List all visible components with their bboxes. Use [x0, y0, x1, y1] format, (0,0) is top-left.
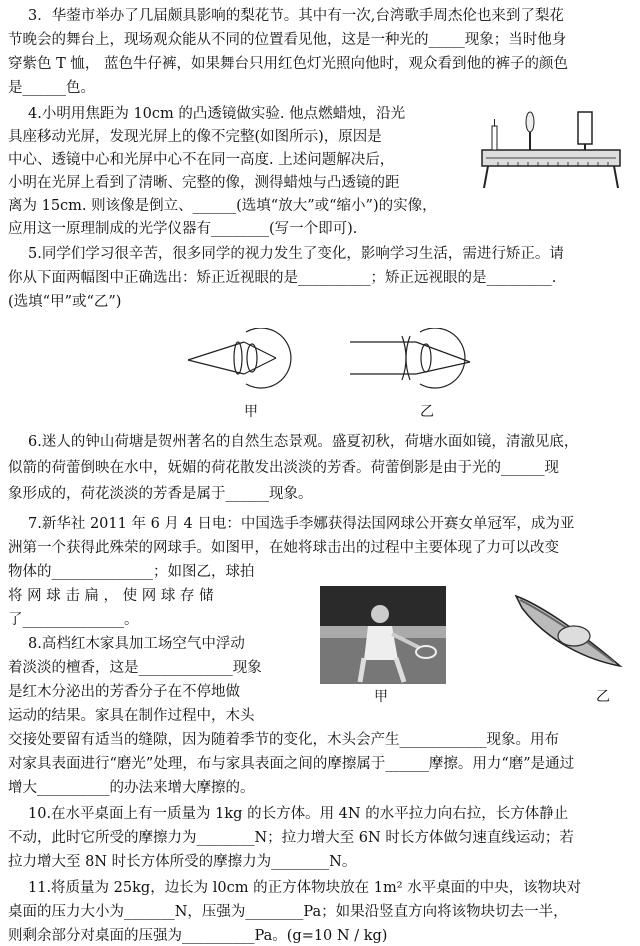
- text-line: 节晚会的舞台上，现场观众能从不同的位置看见他，这是一种光的_____现象；当时他身: [8, 32, 567, 48]
- text-line: 4.小明用焦距为 10cm 的凸透镜做实验. 他点燃蜡烛，沿光: [28, 106, 406, 122]
- text-line: 则剩余部分对桌面的压强为__________Pa。(g=10 N / kg): [8, 928, 388, 944]
- text-line: 3．华蓥市举办了几届颇具影响的梨花节。其中有一次,台湾歌手周杰伦也来到了梨花: [28, 8, 564, 24]
- flattened-ball-figure: [508, 590, 628, 672]
- text-line: 中心、透镜中心和光屏中心不在同一高度. 上述问题解决后，: [8, 152, 395, 168]
- text-line: 应用这一原理制成的光学仪器有________(写一个即可).: [8, 221, 358, 237]
- text-line: 8.高档红木家具加工场空气中浮动: [28, 636, 245, 652]
- optical-bench-figure: [478, 104, 624, 196]
- text-line: 你从下面两幅图中正确选出：矫正近视眼的是__________；矫正远视眼的是_________.: [8, 270, 557, 286]
- text-line: 不动，此时它所受的摩擦力为________N；拉力增大至 6N 时长方体做匀速直线运动；若: [8, 830, 574, 846]
- text-line: 了______________。: [8, 612, 139, 628]
- text-line: 交接处要留有适当的缝隙，因为随着季节的变化，木头会产生____________现象。用布: [8, 732, 559, 748]
- text-line: 7.新华社 2011 年 6 月 4 日电：中国选手李娜获得法国网球公开赛女单冠军，成为亚: [28, 516, 575, 532]
- text-line: 对家具表面进行“磨光”处理，布与家具表面之间的摩擦属于______摩擦。用力“磨”是通过: [8, 756, 575, 772]
- text-line: (选填“甲”或“乙”): [8, 294, 122, 310]
- text-line: 11.将质量为 25kg，边长为 l0cm 的正方体物块放在 1m² 水平桌面的中央，该物块对: [28, 880, 582, 896]
- text-line: 物体的______________；如图乙，球拍: [8, 564, 255, 580]
- eye-caption-b: 乙: [420, 404, 434, 420]
- text-line: 将 网 球 击 扁 ， 使 网 球 存 储: [8, 588, 214, 604]
- text-line: 5.同学们学习很辛苦，很多同学的视力发生了变化，影响学习生活，需进行矫正。请: [28, 246, 564, 262]
- text-line: 具座移动光屏，发现光屏上的像不完整(如图所示)，原因是: [8, 129, 382, 145]
- text-line: 桌面的压力大小为_______N，压强为________Pa；如果沿竖直方向将该物块切去一半，: [8, 904, 568, 920]
- text-line: 是红木分泌出的芳香分子在不停地做: [8, 684, 240, 700]
- tennis-caption-b: 乙: [596, 689, 610, 705]
- text-line: 似箭的荷蕾倒映在水中，妩媚的荷花散发出淡淡的芳香。荷蕾倒影是由于光的______现: [8, 460, 559, 476]
- eye-diagram-a: [188, 328, 291, 388]
- eye-caption-a: 甲: [244, 404, 258, 420]
- text-line: 离为 15cm. 则该像是倒立、______(选填“放大”或“缩小”)的实像，: [8, 198, 437, 214]
- text-line: 是______色。: [8, 80, 95, 96]
- eye-diagram-b: [350, 328, 470, 388]
- text-line: 增大__________的办法来增大摩擦的。: [8, 780, 255, 796]
- text-line: 6.迷人的钟山荷塘是贺州著名的自然生态景观。盛夏初秋，荷塘水面如镜，清澈见底，: [28, 434, 579, 450]
- text-line: 拉力增大至 8N 时长方体所受的摩擦力为________N。: [8, 854, 357, 870]
- text-line: 象形成的，荷花淡淡的芳香是属于______现象。: [8, 486, 313, 502]
- eye-correction-figure: [180, 328, 480, 398]
- text-line: 着淡淡的檀香，这是_____________现象: [8, 660, 262, 676]
- text-line: 运动的结果。家具在制作过程中，木头: [8, 708, 255, 724]
- tennis-player-photo: [320, 586, 446, 684]
- text-line: 10.在水平桌面上有一质量为 1kg 的长方体。用 4N 的水平拉力向右拉，长方体静止: [28, 806, 569, 822]
- text-line: 洲第一个获得此殊荣的网球手。如图甲，在她将球击出的过程中主要体现了力可以改变: [8, 540, 559, 556]
- tennis-caption-a: 甲: [374, 689, 388, 705]
- text-line: 小明在光屏上看到了清晰、完整的像，测得蜡烛与凸透镜的距: [8, 175, 400, 191]
- text-line: 穿紫色 T 恤， 蓝色牛仔裤，如果舞台只用红色灯光照向他时，观众看到他的裤子的颜色: [8, 56, 568, 72]
